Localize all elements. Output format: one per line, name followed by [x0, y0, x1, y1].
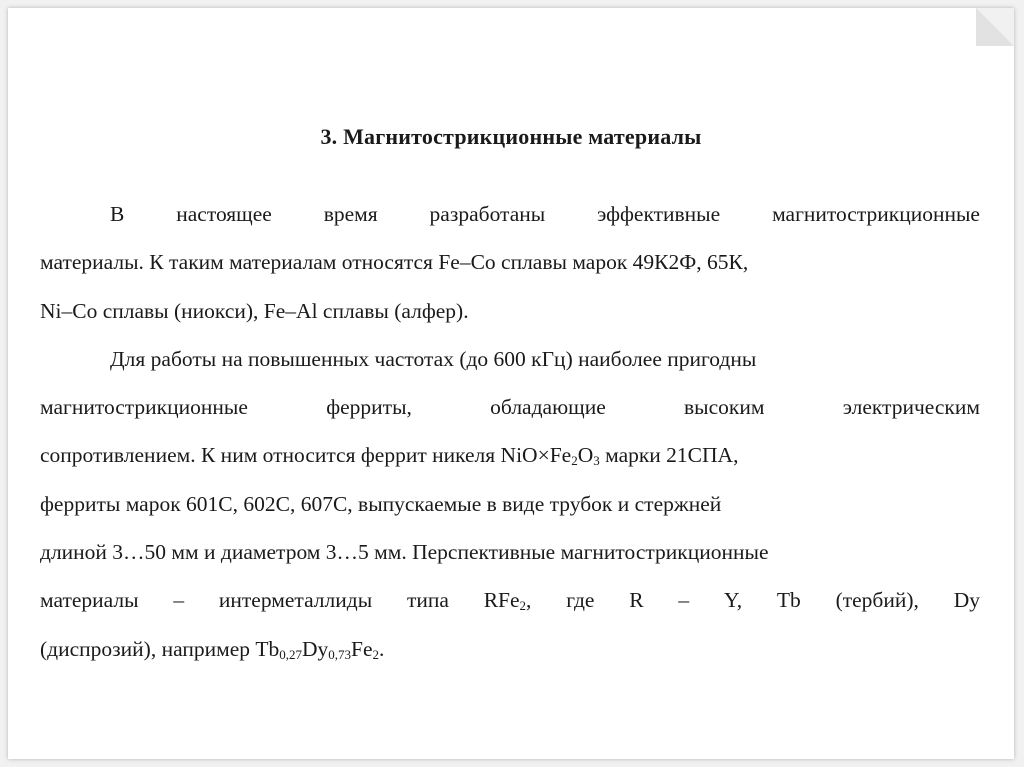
paragraph-2-line-4: ферриты марок 601С, 602С, 607С, выпускаемые в виде трубок и стержней: [40, 491, 722, 516]
paragraph-2-line-5: длиной 3…50 мм и диаметром 3…5 мм. Перспективные магнитострикционные: [40, 540, 769, 565]
paragraph-2-line-1: Для работы на повышенных частотах (до 600 кГц) наиболее пригодны: [110, 346, 757, 371]
body-text: [40, 190, 980, 673]
text-segment: марки 21СПА,: [599, 443, 739, 468]
word: время: [323, 202, 378, 226]
word: Dy: [953, 588, 980, 613]
word: (тербий),: [835, 588, 919, 613]
text-segment: O: [577, 443, 594, 468]
word: магнитострикционные: [772, 202, 980, 226]
text-segment: RFe: [483, 588, 520, 613]
paragraph-1-line-2: материалы. К таким материалам относятся Fe–Co сплавы марок 49К2Ф, 65К,: [40, 250, 749, 275]
page-corner-fold: [976, 8, 1014, 46]
word: В: [110, 202, 125, 226]
subscript: 0,73: [328, 646, 352, 662]
subscript: 3: [593, 453, 600, 469]
paragraph-2-line-2: [40, 383, 980, 431]
word: –: [678, 588, 690, 613]
word: типа: [406, 588, 449, 613]
word: разработаны: [429, 202, 546, 226]
subscript: 2: [519, 598, 527, 614]
word: где: [566, 588, 595, 613]
word: интерметаллиды: [218, 588, 373, 613]
formula-rfe2: [484, 576, 532, 624]
word: материалы: [40, 588, 139, 613]
word: высоким: [684, 395, 765, 420]
word: Y,: [723, 588, 743, 613]
word: –: [173, 588, 185, 613]
paragraph-2-line-6: [40, 576, 980, 624]
word: электрическим: [842, 395, 980, 420]
word: ферриты,: [326, 395, 412, 420]
subscript: 0,27: [279, 646, 303, 662]
paragraph-1-line-1: [40, 190, 980, 238]
subscript: 2: [571, 453, 578, 469]
text-segment: (диспрозий), например Tb: [40, 636, 280, 661]
word: Tb: [776, 588, 801, 613]
paragraph-1-line-3: Ni–Co сплавы (ниокси), Fe–Al сплавы (алфер).: [40, 298, 469, 323]
text-segment: Fe: [351, 636, 373, 661]
text-segment: Dy: [302, 636, 329, 661]
text-segment: сопротивлением. К ним относится феррит никеля NiO×Fe: [40, 443, 572, 468]
subscript: 2: [372, 646, 380, 662]
section-title: 3. Магнитострикционные материалы: [320, 124, 702, 149]
text-segment: ,: [526, 588, 532, 613]
paragraph-2-line-3: [40, 431, 980, 479]
word: эффективные: [597, 202, 721, 226]
slide: [8, 8, 1014, 759]
word: настоящее: [176, 202, 272, 226]
paragraph-2-line-7: [40, 625, 980, 673]
word: обладающие: [490, 395, 606, 420]
word: магнитострикционные: [40, 395, 248, 420]
word: R: [629, 588, 644, 613]
text-segment: .: [379, 636, 385, 661]
